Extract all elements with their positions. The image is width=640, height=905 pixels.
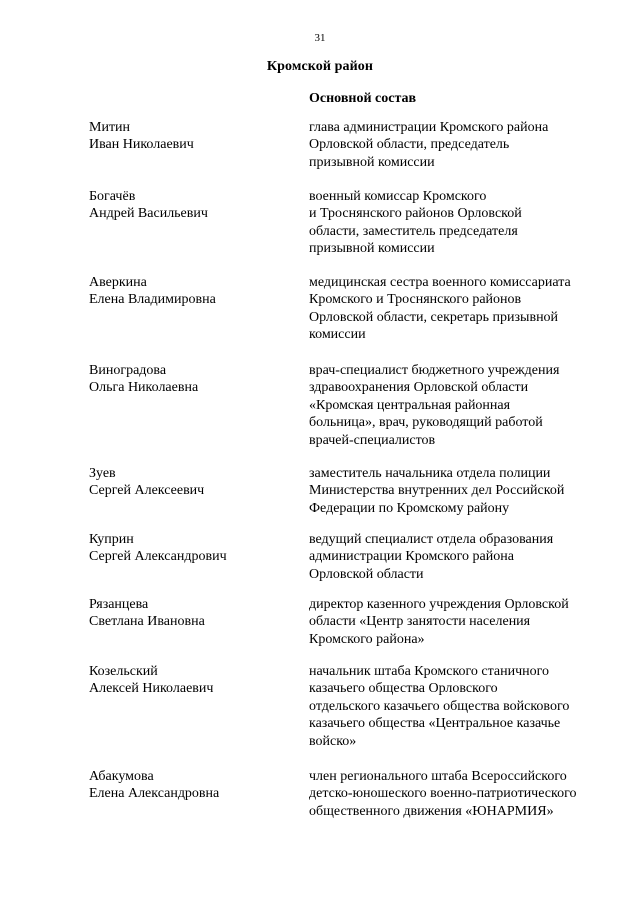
member-name	[89, 768, 299, 803]
member-name	[89, 119, 299, 154]
district-title: Кромской район	[266, 59, 374, 74]
member-name	[89, 274, 299, 309]
page-number: 31	[314, 32, 326, 44]
member-surname: Аверкина	[89, 275, 147, 290]
member-role	[309, 188, 609, 258]
member-role	[309, 465, 609, 517]
member-role-line: врачей-специалистов	[309, 432, 436, 448]
member-given-names: Светлана Ивановна	[89, 614, 205, 630]
member-role-line: медицинская сестра военного комиссариата	[309, 275, 571, 290]
member-role-line: ведущий специалист отдела образования	[309, 532, 554, 547]
member-name	[89, 465, 299, 500]
member-role-line: войско»	[309, 733, 357, 749]
member-name	[89, 531, 299, 566]
member-role-line: Федерации по Кромскому району	[309, 500, 510, 516]
member-role-line: области, заместитель председателя	[309, 223, 518, 239]
member-role-line: детско-юношеского военно-патриотического	[309, 786, 577, 802]
member-role-line: военный комиссар Кромского	[309, 189, 487, 204]
member-role-line: комиссии	[309, 327, 366, 343]
member-given-names: Ольга Николаевна	[89, 380, 199, 396]
member-name	[89, 362, 299, 397]
member-role-line: Кромского и Троснянского районов	[309, 292, 522, 308]
member-given-names: Андрей Васильевич	[89, 206, 208, 222]
member-role-line: «Кромская центральная районная	[309, 397, 511, 413]
member-role-line: Министерства внутренних дел Российской	[309, 483, 565, 499]
member-role-line: здравоохранения Орловской области	[309, 380, 529, 396]
member-surname: Виноградова	[89, 363, 167, 378]
member-role-line: начальник штаба Кромского станичного	[309, 664, 550, 679]
member-given-names: Алексей Николаевич	[89, 681, 214, 697]
member-role-line: врач-специалист бюджетного учреждения	[309, 363, 560, 378]
member-role-line: Орловской области, председатель	[309, 137, 510, 153]
member-role	[309, 531, 609, 583]
member-name	[89, 663, 299, 698]
member-role-line: и Троснянского районов Орловской	[309, 206, 522, 222]
member-role	[309, 596, 609, 648]
member-role-line: отдельского казачьего общества войскового	[309, 698, 570, 714]
member-role-line: больница», врач, руководящий работой	[309, 415, 543, 431]
member-role	[309, 663, 609, 750]
member-role-line: призывной комиссии	[309, 154, 435, 170]
member-role-line: заместитель начальника отдела полиции	[309, 466, 551, 481]
member-role-line: общественного движения «ЮНАРМИЯ»	[309, 803, 554, 819]
member-surname: Рязанцева	[89, 597, 149, 612]
member-role	[309, 274, 609, 344]
member-surname: Козельский	[89, 664, 158, 679]
member-given-names: Сергей Александрович	[89, 549, 227, 565]
member-role	[309, 119, 609, 171]
member-role-line: администрации Кромского района	[309, 549, 514, 565]
member-role	[309, 768, 609, 820]
section-title: Основной состав	[309, 91, 417, 106]
member-role-line: области «Центр занятости населения	[309, 614, 531, 630]
member-surname: Зуев	[89, 466, 116, 481]
member-role-line: призывной комиссии	[309, 241, 435, 257]
member-name	[89, 188, 299, 223]
member-role	[309, 362, 609, 449]
member-role-line: член регионального штаба Всероссийского	[309, 769, 567, 784]
member-surname: Митин	[89, 120, 131, 135]
member-given-names: Иван Николаевич	[89, 137, 194, 153]
member-role-line: казачьего общества «Центральное казачье	[309, 716, 561, 732]
member-role-line: казачьего общества Орловского	[309, 681, 498, 697]
member-role-line: Кромского района»	[309, 631, 425, 647]
member-role-line: директор казенного учреждения Орловской	[309, 597, 569, 612]
member-surname: Абакумова	[89, 769, 154, 784]
member-role-line: глава администрации Кромского района	[309, 120, 549, 135]
member-given-names: Елена Владимировна	[89, 292, 216, 308]
member-role-line: Орловской области, секретарь призывной	[309, 309, 559, 325]
member-surname: Богачёв	[89, 189, 136, 204]
member-name	[89, 596, 299, 631]
member-given-names: Елена Александровна	[89, 786, 220, 802]
member-role-line: Орловской области	[309, 566, 424, 582]
member-given-names: Сергей Алексеевич	[89, 483, 205, 499]
member-surname: Куприн	[89, 532, 134, 547]
